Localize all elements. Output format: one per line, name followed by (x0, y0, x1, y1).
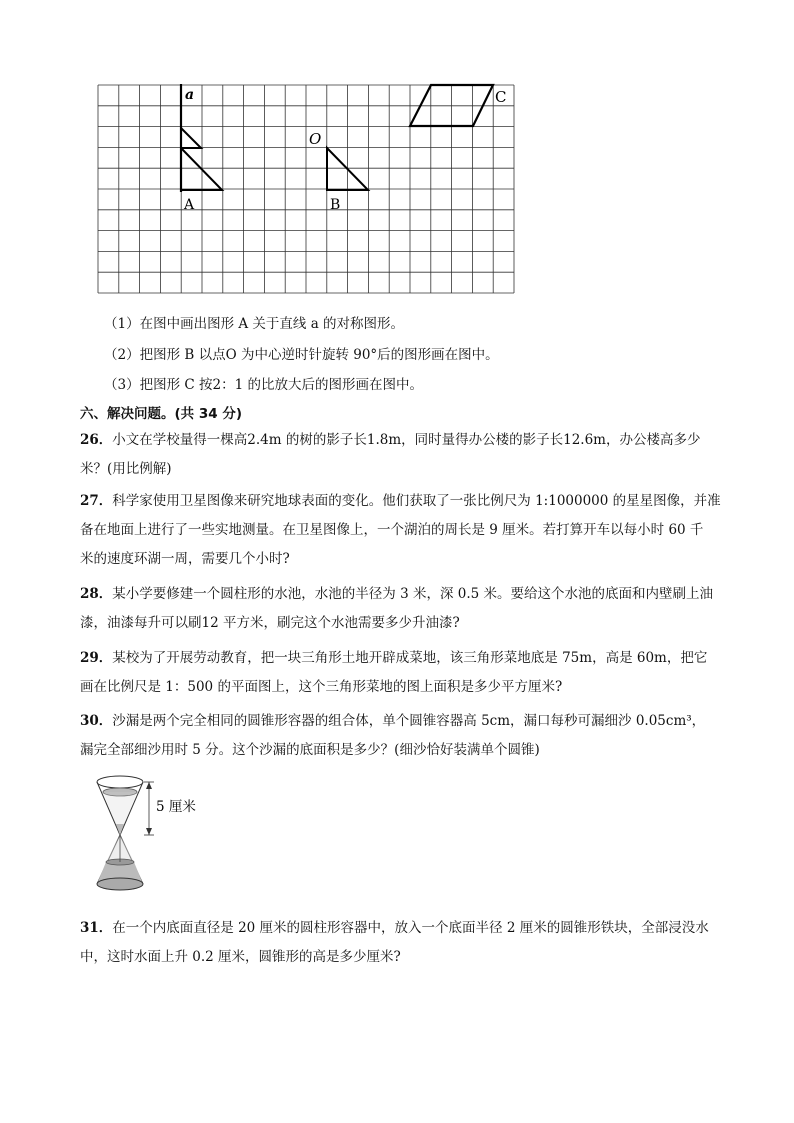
qnum-30: 30． (80, 713, 113, 729)
q27-line-2: 备在地面上进行了一些实地测量。在卫星图像上，一个湖泊的周长是 9 厘米。若打算开车以每小时 60 千 (80, 522, 704, 538)
hourglass-height-label: 5 厘米 (156, 799, 196, 815)
q26-line-1: 小文在学校量得一棵高2.4m 的树的影子长1.8m，同时量得办公楼的影子长12.6m，办公楼高多少 (112, 432, 701, 448)
q31-line-1: 在一个内底面直径是 20 厘米的圆柱形容器中，放入一个底面半径 2 厘米的圆锥形铁块，全部浸没水 (112, 920, 709, 936)
shape-a (181, 128, 201, 148)
grid-figure (0, 0, 794, 310)
q28-line-1: 某小学要修建一个圆柱形的水池，水池的半径为 3 米，深 0.5 米。要给这个水池的底面和内壁刷上油 (112, 586, 714, 602)
question-31 (80, 916, 760, 936)
hourglass-figure (88, 768, 218, 898)
label-a: a (185, 87, 195, 103)
question-29 (80, 646, 760, 666)
qnum-31: 31． (80, 920, 113, 936)
q30-line-2: 漏完全部细沙用时 5 分。这个沙漏的底面积是多少？(细沙恰好装满单个圆锥) (80, 742, 540, 758)
qnum-27: 27． (80, 493, 113, 509)
section-title: 六、解决问题。(共 34 分) (80, 406, 243, 422)
shape-a-triangle (181, 148, 222, 190)
label-shape-b: B (330, 197, 341, 213)
q30-line-1: 沙漏是两个完全相同的圆锥形容器的组合体，单个圆锥容器高 5cm，漏口每秒可漏细沙 0.05cm³， (112, 713, 706, 729)
task-1: （1）在图中画出图形 A 关于直线 a 的对称图形。 (104, 316, 405, 332)
q28-line-2: 漆，油漆每升可以刷12 平方米，刷完这个水池需要多少升油漆? (80, 615, 460, 631)
task-3: （3）把图形 C 按2：1 的比放大后的图形画在图中。 (104, 377, 423, 393)
qnum-29: 29． (80, 650, 113, 666)
label-o: O (309, 130, 322, 148)
q29-line-2: 画在比例尺是 1：500 的平面图上，这个三角形菜地的图上面积是多少平方厘米? (80, 679, 563, 695)
question-28 (80, 582, 760, 602)
label-c: C (495, 88, 507, 106)
question-27 (80, 489, 760, 509)
q26-line-2: 米？(用比例解) (80, 461, 172, 477)
q29-line-1: 某校为了开展劳动教育，把一块三角形土地开辟成菜地，该三角形菜地底是 75m，高是 60m，把它 (112, 650, 708, 666)
grid-lines (98, 85, 514, 293)
question-26 (80, 428, 760, 448)
q27-line-1: 科学家使用卫星图像来研究地球表面的变化。他们获取了一张比例尺为 1:1000000 的星星图像，并准 (112, 493, 721, 509)
q27-line-3: 米的速度环湖一周，需要几个小时? (80, 551, 290, 567)
qnum-28: 28． (80, 586, 113, 602)
qnum-26: 26． (80, 432, 113, 448)
question-30 (80, 709, 760, 729)
label-shape-a: A (184, 197, 195, 213)
q31-line-2: 中，这时水面上升 0.2 厘米，圆锥形的高是多少厘米? (80, 949, 401, 965)
task-2: （2）把图形 B 以点O 为中心逆时针旋转 90°后的图形画在图中。 (104, 347, 499, 363)
